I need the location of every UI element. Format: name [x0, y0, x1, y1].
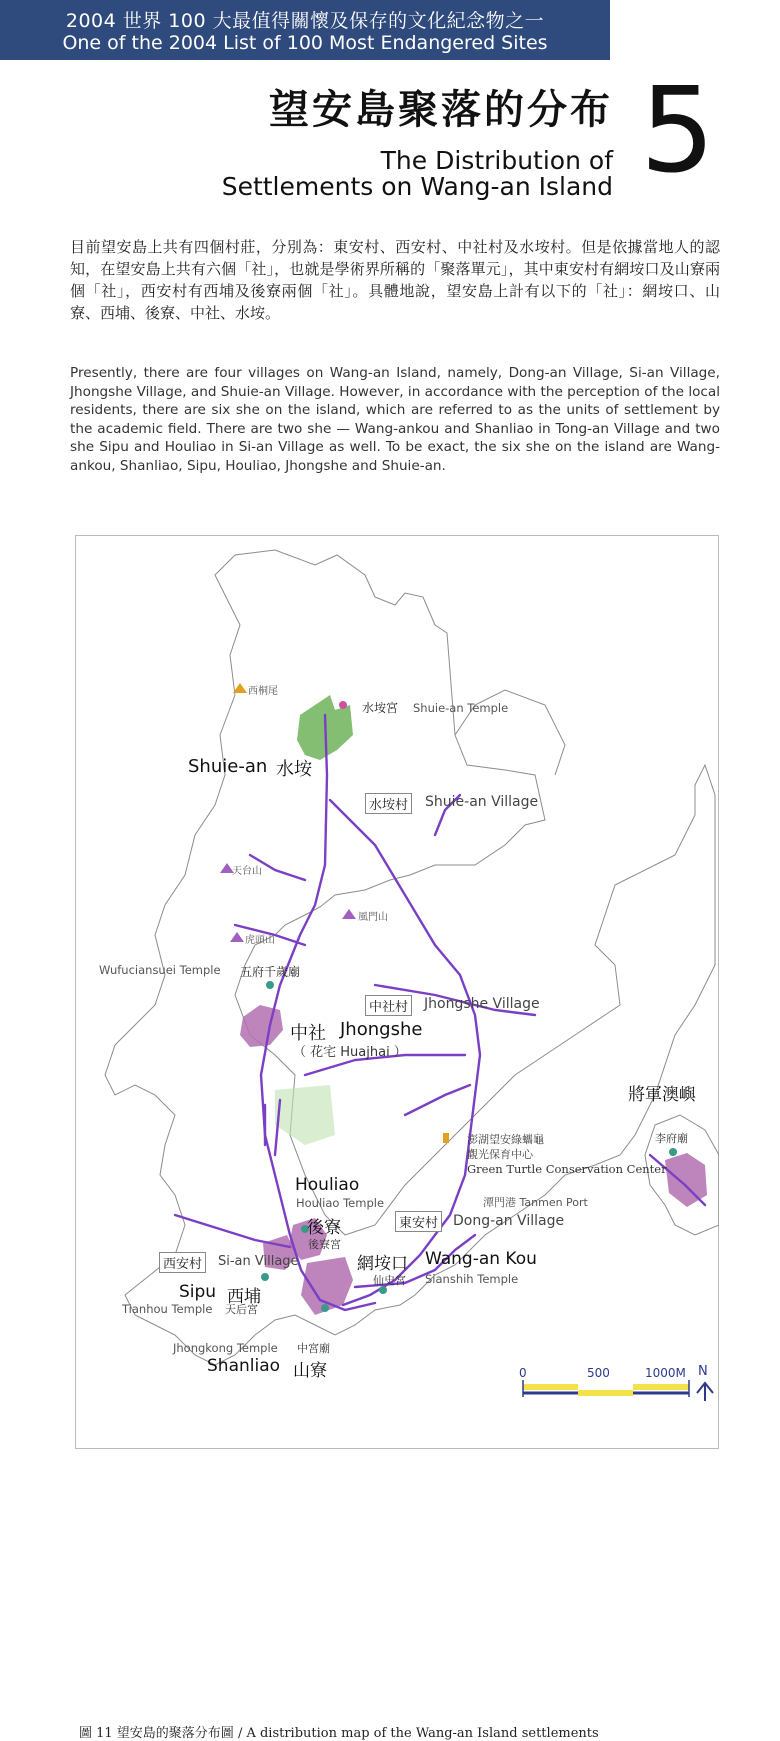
label-shuiean-village-zh: 水垵村 — [365, 793, 412, 814]
fengmenshan-mountain-icon — [342, 909, 356, 919]
chapter-number: 5 — [640, 61, 716, 199]
label-jhongkong-en: Jhongkong Temple — [173, 1341, 278, 1355]
label-wufu-zh: 五府千歲廟 — [240, 965, 301, 979]
light-green-area — [275, 1085, 335, 1145]
label-jiangjun: 將軍澳嶼 — [628, 1085, 696, 1105]
label-tianhou-en: Tianhou Temple — [122, 1302, 213, 1316]
shuiean-temple-icon — [339, 701, 347, 709]
label-turtle-zh2: 觀光保育中心 — [467, 1148, 533, 1161]
label-shanliao-en: Shanliao — [207, 1356, 281, 1376]
xitongwei-mountain-icon — [233, 683, 247, 693]
label-jhongshe-village-zh: 中社村 — [365, 995, 412, 1016]
label-tianhou-zh: 天后宮 — [225, 1303, 258, 1316]
label-jhongshe-village-en: Jhongshe Village — [424, 996, 540, 1012]
label-tiantaishan: 天台山 — [232, 866, 262, 877]
lifu-temple-icon — [669, 1148, 677, 1156]
label-sipu-en: Sipu — [179, 1282, 217, 1302]
banner-chinese: 2004 世界 100 大最值得關懷及保存的文化紀念物之一 — [65, 10, 545, 32]
scale-label-500: 500 — [587, 1366, 610, 1380]
label-shuiean-temple-zh: 水垵宮 — [362, 701, 399, 715]
page-title-english-line1: The Distribution of — [380, 146, 613, 175]
banner-english: One of the 2004 List of 100 Most Endangered Sites — [62, 32, 548, 54]
label-jhongshe-en: Jhongshe — [340, 1019, 423, 1040]
label-wangankou-zh: 網垵口 — [357, 1254, 408, 1274]
jhongshe-settlement — [240, 1005, 283, 1047]
label-sianshih-zh: 仙史宮 — [373, 1274, 406, 1287]
label-lifu: 李府廟 — [655, 1132, 688, 1145]
north-arrow-icon — [697, 1383, 713, 1401]
scale-label-0: 0 — [519, 1366, 527, 1380]
page-title-chinese: 望安島聚落的分布 — [269, 87, 613, 133]
jhongkong-temple-icon — [321, 1304, 329, 1312]
turtle-center-icon — [443, 1133, 449, 1143]
label-fengmenshan: 風門山 — [358, 912, 388, 923]
label-houliao-en: Houliao — [295, 1175, 360, 1195]
label-shanliao-zh: 山寮 — [293, 1361, 327, 1381]
label-shuiean-temple-en: Shuie-an Temple — [413, 701, 509, 715]
settlement-map — [75, 535, 719, 1741]
tianhou-temple-icon — [261, 1273, 269, 1281]
wufu-temple-icon — [266, 981, 274, 989]
label-shuiean-village-en: Shuie-an Village — [425, 794, 539, 810]
label-sian-zh: 西安村 — [159, 1252, 206, 1273]
jiangjun-settlement — [665, 1153, 707, 1207]
label-hutoushan: 虎頭山 — [245, 935, 275, 946]
paragraph-chinese: 目前望安島上共有四個村莊，分別為：東安村、西安村、中社村及水垵村。但是依據當地人的認知，在望安島上共有六個「社」，也就是學術界所稱的「聚落單元」，其中東安村有網垵口及山寮兩個「社」，西安村有西埔及後寮兩個「社」。具體地說，望安島上計有以下的「社」：網垵口、山寮、西埔、後寮、中社、水垵。 — [70, 238, 720, 322]
label-shuiean-zh: 水垵 — [276, 759, 312, 780]
label-dongan-zh: 東安村 — [395, 1211, 442, 1232]
label-xitongwei: 西桐尾 — [248, 686, 278, 697]
label-tanmen: 潭門港 Tanmen Port — [483, 1196, 588, 1209]
label-shuiean-en: Shuie-an — [188, 756, 268, 777]
label-sian-en: Si-an Village — [218, 1254, 299, 1269]
label-dongan-en: Dong-an Village — [453, 1213, 565, 1229]
label-wangankou-en: Wang-an Kou — [425, 1249, 537, 1269]
label-jhongkong-zh: 中宮廟 — [297, 1342, 330, 1355]
label-turtle-zh: 澎湖望安綠蠵龜 — [467, 1133, 544, 1146]
label-jhongshe-zh: 中社 — [290, 1023, 326, 1044]
label-wufu-en: Wufuciansuei Temple — [99, 963, 221, 977]
paragraph-english: Presently, there are four villages on Wang-an Island, namely, Dong-an Village, Si-an Village, Jhongshe Village, and Shuie-an Village. However, in accordance with the perception of the local residents, there are six she on the island, which are referred to as the units of settlement by the academic field. There are two she — Wang-ankou and Shanliao in Tong-an Village and two she Sipu and Houliao in Si-an Village as well. To be exact, the six she on the island are Wang-ankou, Shanliao, Sipu, Houliao, Jhongshe and Shuie-an. — [70, 365, 720, 474]
label-houliao-zh: 後寮 — [307, 1218, 341, 1238]
label-houliao-temple-en: Houliao Temple — [296, 1196, 385, 1210]
page-title-english-line2: Settlements on Wang-an Island — [221, 172, 613, 201]
label-sianshih-en: Sianshih Temple — [425, 1272, 519, 1286]
top-banner — [0, 0, 610, 60]
label-turtle-en: Green Turtle Conservation Center — [467, 1162, 667, 1176]
scale-bar — [523, 1380, 689, 1397]
hutoushan-mountain-icon — [230, 932, 244, 942]
map-caption: 圖 11 望安島的聚落分布圖 / A distribution map of the Wang-an Island settlements — [79, 1726, 599, 1741]
north-label: N — [698, 1364, 708, 1379]
scale-label-1000: 1000M — [645, 1366, 686, 1380]
label-sipu-zh: 西埔 — [227, 1287, 261, 1307]
label-houliao-temple-zh: 後寮宮 — [308, 1238, 341, 1251]
label-huajhai: （ 花宅 Huajhai ） — [293, 1045, 407, 1060]
main-island-coast — [105, 550, 715, 1365]
